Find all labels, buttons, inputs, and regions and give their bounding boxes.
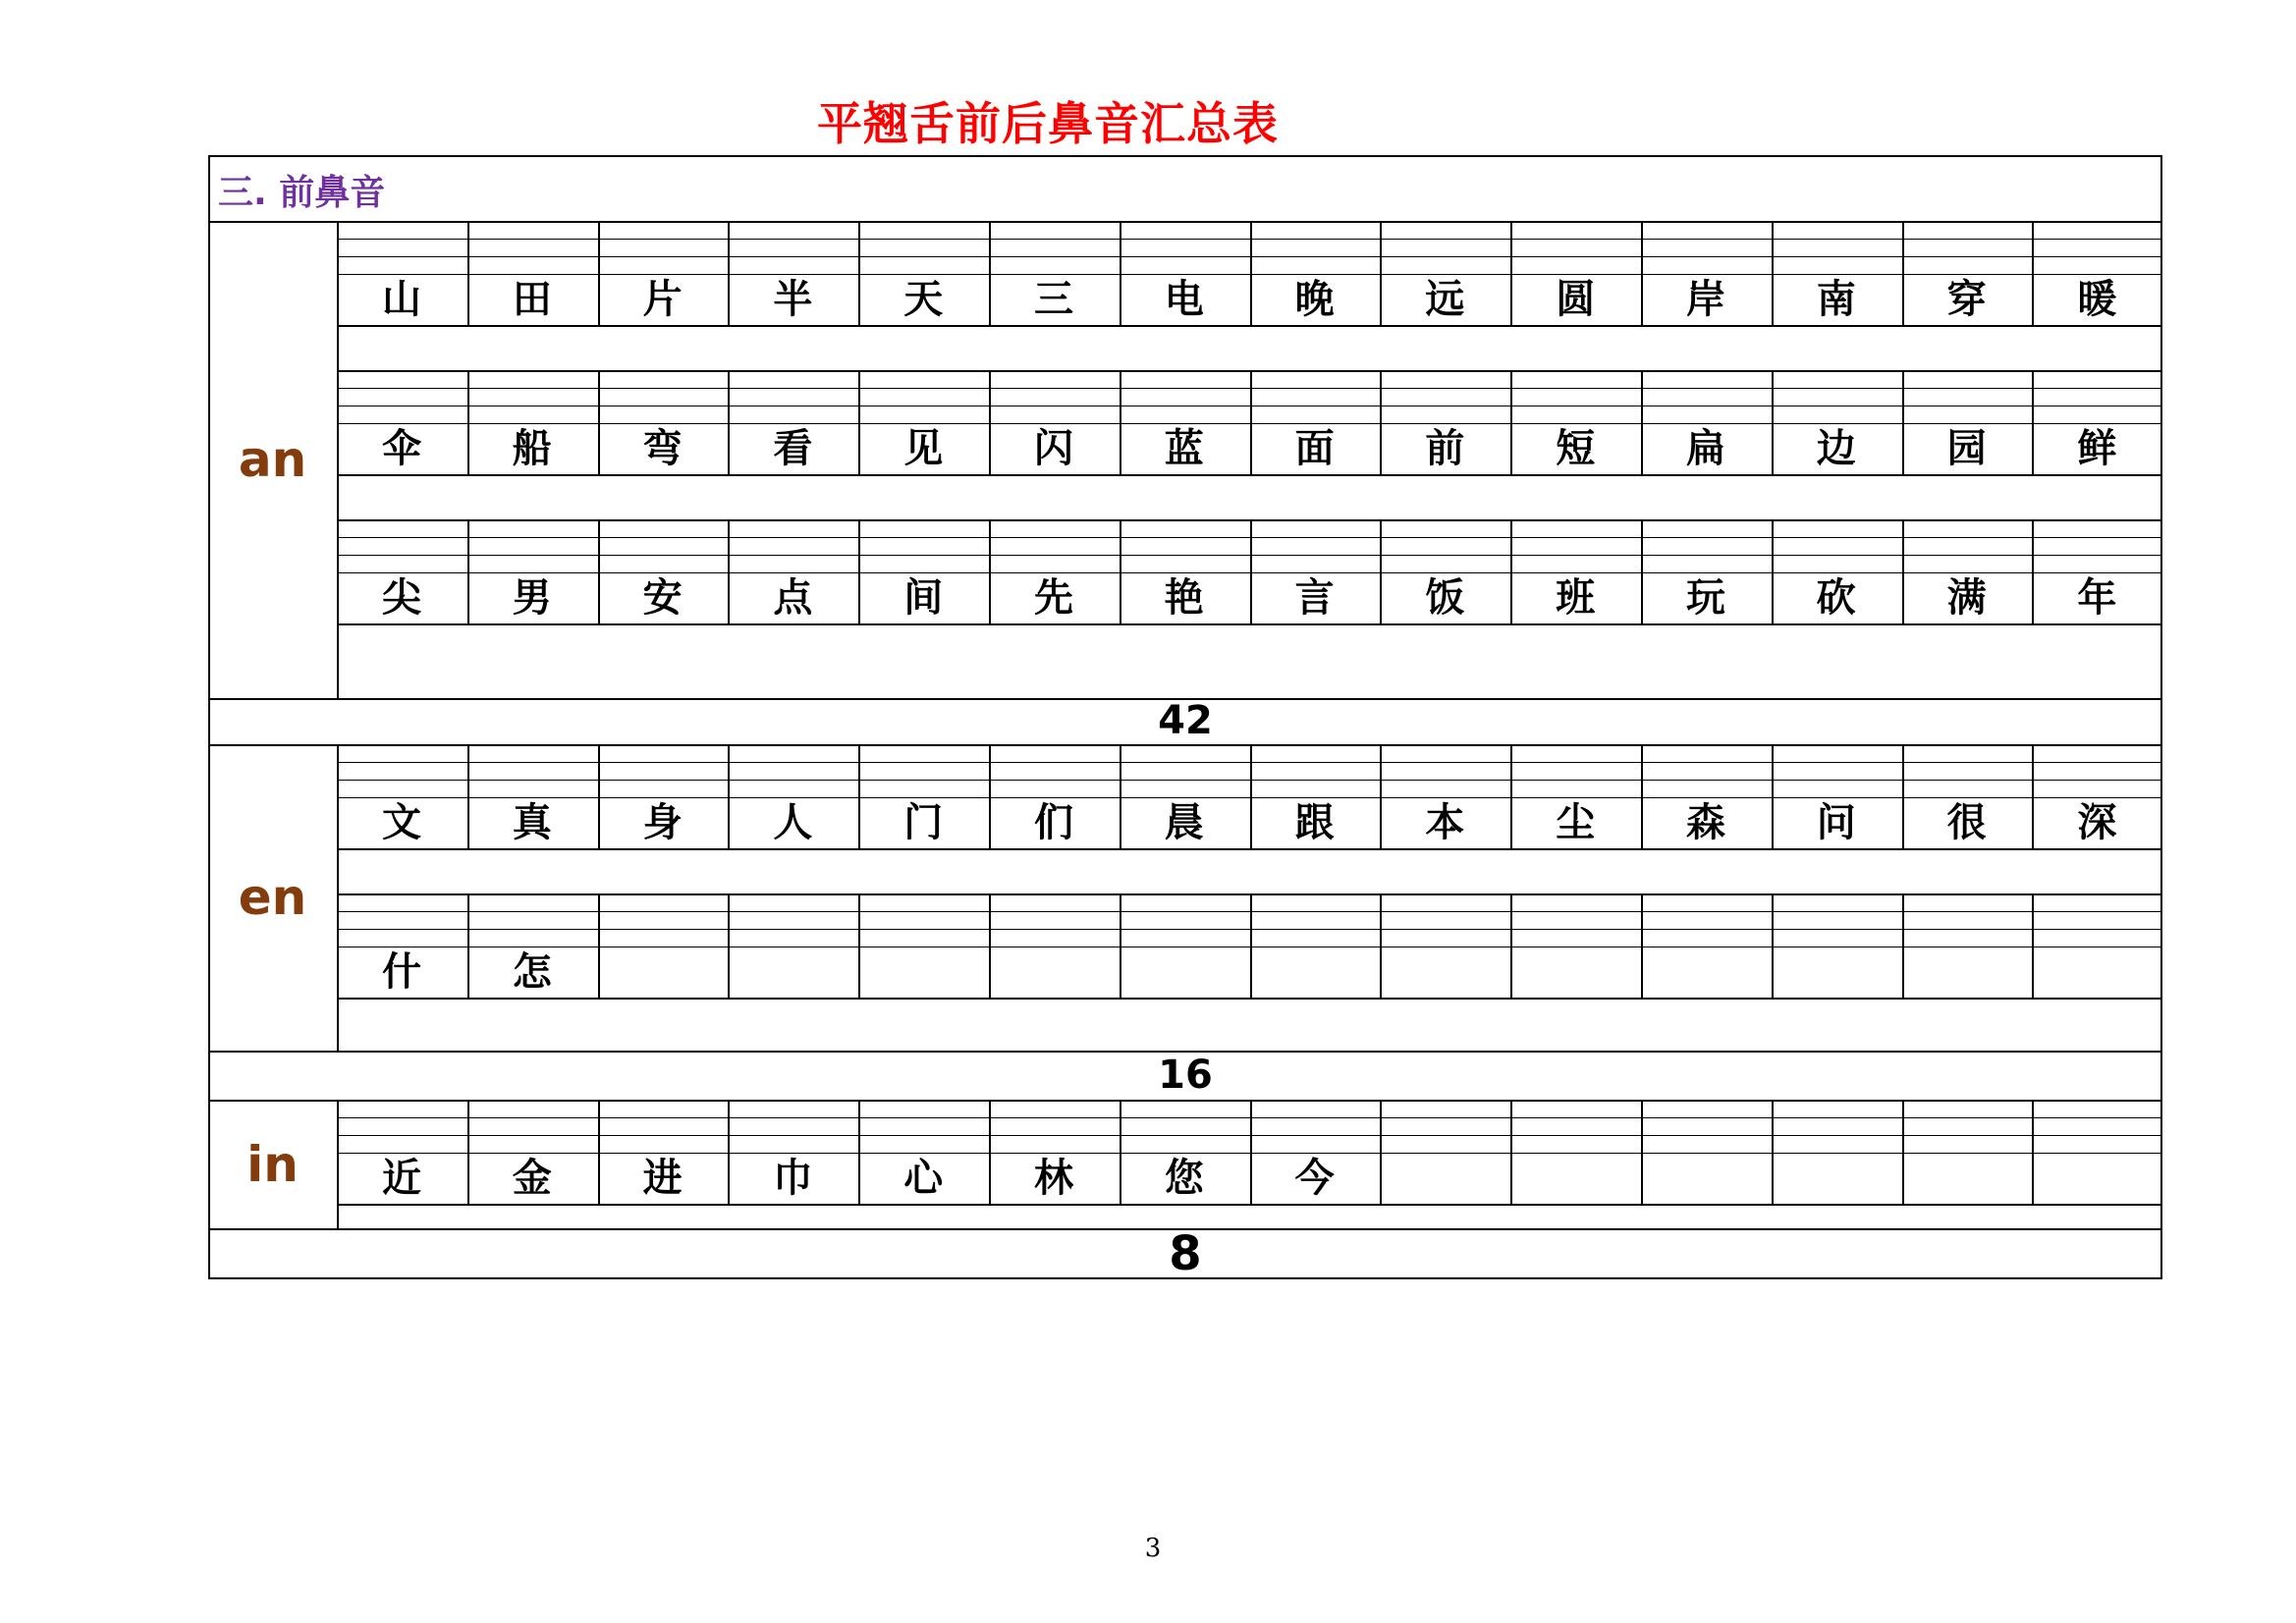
character-cell: 身 <box>642 800 683 845</box>
character-cell <box>1380 947 1509 998</box>
character-cell: 半 <box>773 277 813 322</box>
character-cell: 尖 <box>382 575 421 621</box>
group-count-in: 8 <box>1169 1226 1202 1281</box>
character-cell: 门 <box>903 800 944 845</box>
page-number: 3 <box>1144 1534 1162 1563</box>
character-cell: 圆 <box>1556 277 1596 322</box>
character-cell: 晚 <box>1294 277 1335 322</box>
character-cell: 巾 <box>773 1156 813 1201</box>
character-cell: 前 <box>1425 426 1465 471</box>
character-cell: 您 <box>1164 1156 1204 1201</box>
character-cell <box>1772 1153 1901 1204</box>
character-cell: 问 <box>1816 800 1856 845</box>
character-cell: 本 <box>1425 800 1465 845</box>
character-cell: 男 <box>512 575 552 621</box>
character-cell <box>2032 1153 2161 1204</box>
character-cell: 今 <box>1294 1156 1335 1201</box>
character-cell: 看 <box>773 426 813 471</box>
character-cell <box>858 947 988 998</box>
row-divider <box>337 998 2162 1000</box>
character-cell: 闪 <box>1034 426 1073 471</box>
character-cell: 边 <box>1816 426 1856 471</box>
character-cell: 片 <box>642 277 683 322</box>
character-cell: 间 <box>903 575 944 621</box>
character-cell: 鲜 <box>2077 426 2117 471</box>
header-divider <box>208 221 2162 223</box>
row-divider <box>337 623 2162 625</box>
character-cell: 怎 <box>512 949 552 995</box>
character-cell <box>989 947 1119 998</box>
character-cell: 弯 <box>642 426 683 471</box>
character-cell: 进 <box>642 1156 683 1201</box>
character-cell: 森 <box>1686 800 1725 845</box>
character-cell: 心 <box>903 1156 944 1201</box>
character-cell: 深 <box>2077 800 2117 845</box>
character-cell: 先 <box>1034 575 1073 621</box>
character-cell: 三 <box>1034 277 1073 322</box>
row-divider <box>337 848 2162 850</box>
summary-table <box>208 155 2162 1279</box>
character-cell <box>598 947 728 998</box>
character-cell: 点 <box>773 575 813 621</box>
character-cell: 船 <box>512 426 552 471</box>
character-cell: 伞 <box>382 426 421 471</box>
character-cell <box>1772 947 1901 998</box>
character-cell <box>728 947 857 998</box>
character-cell <box>1902 1153 2032 1204</box>
character-cell: 满 <box>1946 575 1987 621</box>
character-cell <box>1510 1153 1640 1204</box>
character-cell: 文 <box>382 800 421 845</box>
row-divider <box>337 1204 2162 1206</box>
character-cell: 暖 <box>2077 277 2117 322</box>
character-cell: 天 <box>903 277 944 322</box>
character-cell: 电 <box>1164 277 1204 322</box>
character-cell: 蓝 <box>1164 426 1204 471</box>
character-cell <box>2032 947 2161 998</box>
character-cell: 穿 <box>1946 277 1987 322</box>
character-cell: 言 <box>1294 575 1335 621</box>
character-cell: 近 <box>382 1156 421 1201</box>
character-cell: 安 <box>642 575 683 621</box>
syllable-label-an: an <box>238 431 307 488</box>
character-cell: 扁 <box>1686 426 1725 471</box>
character-cell: 远 <box>1425 277 1465 322</box>
character-cell: 林 <box>1034 1156 1073 1201</box>
character-cell <box>1250 947 1380 998</box>
character-cell: 班 <box>1556 575 1596 621</box>
character-cell: 面 <box>1294 426 1335 471</box>
character-cell: 田 <box>512 277 552 322</box>
character-cell: 山 <box>382 277 421 322</box>
character-cell: 砍 <box>1816 575 1856 621</box>
character-cell <box>1120 947 1249 998</box>
character-cell: 岸 <box>1686 277 1725 322</box>
character-cell <box>1510 947 1640 998</box>
character-cell: 园 <box>1946 426 1987 471</box>
character-cell: 金 <box>512 1156 552 1201</box>
character-cell: 年 <box>2077 575 2117 621</box>
character-cell: 南 <box>1816 277 1856 322</box>
character-cell: 玩 <box>1686 575 1725 621</box>
character-cell: 很 <box>1946 800 1987 845</box>
row-divider <box>337 474 2162 476</box>
character-cell: 见 <box>903 426 944 471</box>
group-count-an: 42 <box>1158 698 1213 743</box>
group-count-en: 16 <box>1158 1053 1213 1098</box>
character-cell: 们 <box>1034 800 1073 845</box>
row-divider <box>337 325 2162 327</box>
syllable-label-in: in <box>246 1135 299 1193</box>
character-cell <box>1902 947 2032 998</box>
group-divider <box>208 1100 2162 1102</box>
character-cell <box>1641 947 1771 998</box>
label-column-divider <box>337 744 339 1051</box>
character-cell: 艳 <box>1164 575 1204 621</box>
character-cell: 跟 <box>1294 800 1335 845</box>
character-cell: 尘 <box>1556 800 1596 845</box>
character-cell: 人 <box>773 800 813 845</box>
character-cell: 饭 <box>1425 575 1465 621</box>
character-cell: 短 <box>1556 426 1596 471</box>
character-cell: 真 <box>512 800 552 845</box>
page-title: 平翘舌前后鼻音汇总表 <box>817 97 1279 150</box>
character-cell <box>1641 1153 1771 1204</box>
group-divider <box>208 744 2162 746</box>
character-cell: 什 <box>382 949 421 995</box>
syllable-label-en: en <box>238 869 307 926</box>
section-heading: 三. 前鼻音 <box>218 173 386 213</box>
character-cell: 晨 <box>1164 800 1204 845</box>
character-cell <box>1380 1153 1509 1204</box>
